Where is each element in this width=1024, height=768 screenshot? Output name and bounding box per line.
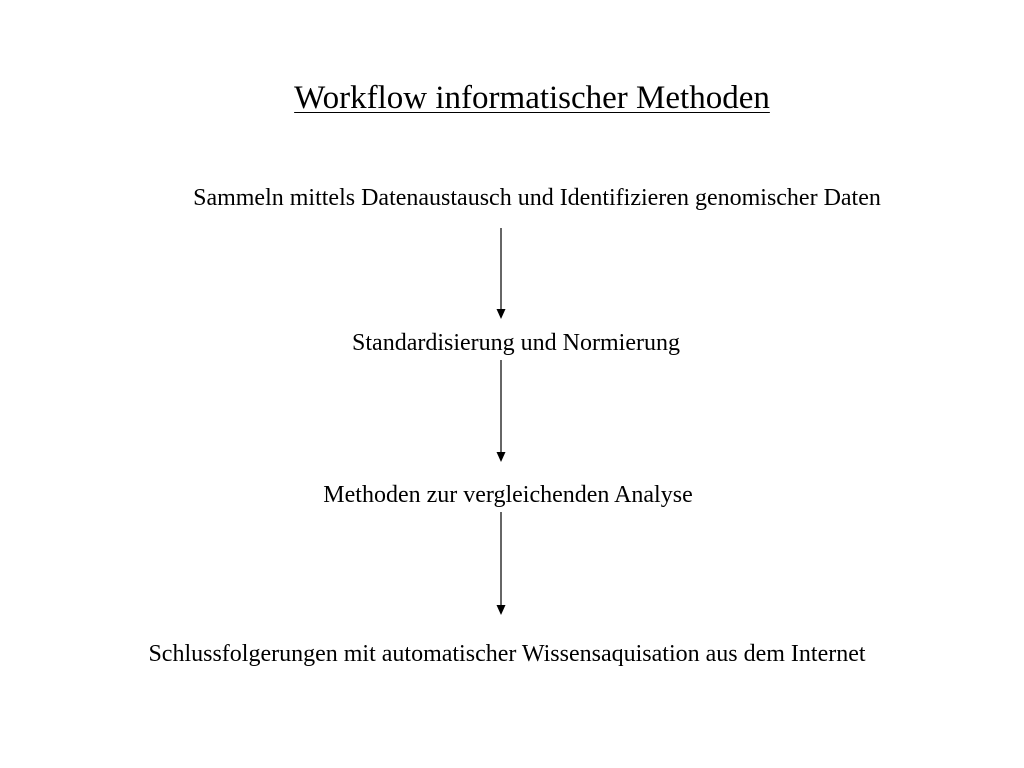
workflow-step-standardize: Standardisierung und Normierung	[352, 330, 680, 356]
arrow-down-2	[494, 360, 508, 463]
workflow-step-conclude: Schlussfolgerungen mit automatischer Wissensaquisation aus dem Internet	[148, 641, 866, 667]
workflow-step-analyze: Methoden zur vergleichenden Analyse	[323, 482, 693, 508]
arrow-down-1	[494, 228, 508, 320]
workflow-step-collect: Sammeln mittels Datenaustausch und Identifizieren genomischer Daten	[193, 185, 881, 211]
arrow-down-3	[494, 512, 508, 616]
diagram-title: Workflow informatischer Methoden	[294, 80, 770, 116]
